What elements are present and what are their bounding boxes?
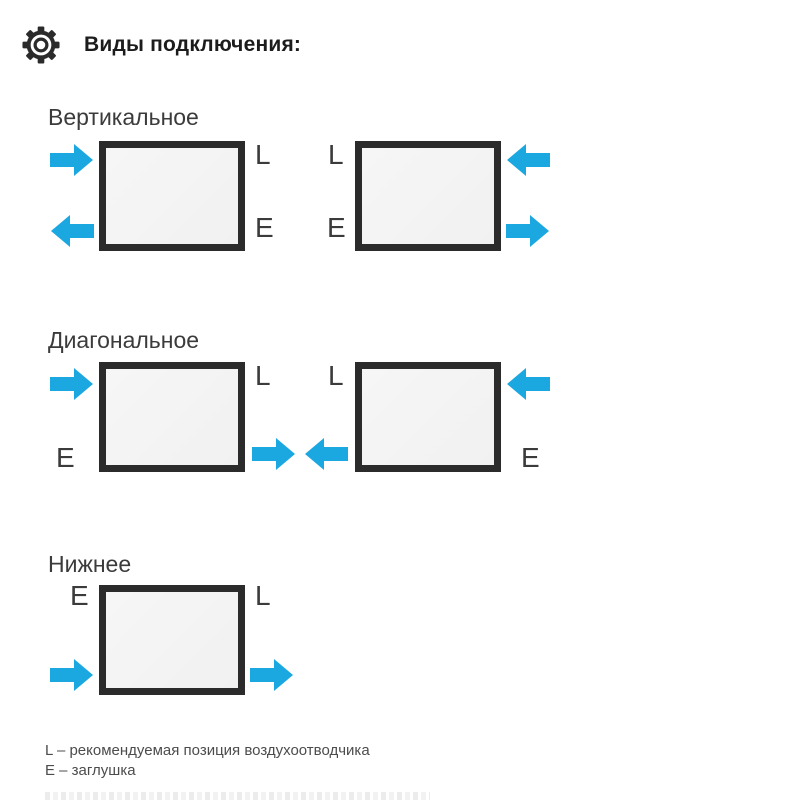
port-label-l: L xyxy=(328,360,344,391)
page-title: Виды подключения: xyxy=(84,33,302,56)
section-label-vertical: Вертикальное xyxy=(48,104,199,130)
port-label-l: L xyxy=(255,360,271,391)
arrow-left-icon xyxy=(506,143,550,177)
gear-icon xyxy=(22,26,60,64)
arrow-left-icon xyxy=(304,437,348,471)
radiator-diagonal-left xyxy=(99,362,245,472)
radiator-diagonal-right xyxy=(355,362,501,472)
radiator-vertical-right xyxy=(355,141,501,251)
port-label-l: L xyxy=(255,139,271,170)
arrow-right-icon xyxy=(250,658,294,692)
port-label-e: E xyxy=(70,580,89,611)
legend-line-e: E – заглушка xyxy=(45,762,136,779)
arrow-right-icon xyxy=(506,214,550,248)
arrow-left-icon xyxy=(50,214,94,248)
section-label-bottom: Нижнее xyxy=(48,551,132,577)
port-label-e: E xyxy=(255,212,274,243)
radiator-bottom xyxy=(99,585,245,695)
cutoff-text-remnant xyxy=(45,792,430,800)
port-label-e: E xyxy=(327,212,346,243)
arrow-right-icon xyxy=(50,658,94,692)
port-label-l: L xyxy=(255,580,271,611)
arrow-left-icon xyxy=(506,367,550,401)
arrow-right-icon xyxy=(252,437,296,471)
port-label-e: E xyxy=(521,442,540,473)
radiator-vertical-left xyxy=(99,141,245,251)
section-label-diagonal: Диагональное xyxy=(48,327,200,353)
port-label-e: E xyxy=(56,442,75,473)
port-label-l: L xyxy=(328,139,344,170)
legend-line-l: L – рекомендуемая позиция воздухоотводчика xyxy=(45,742,370,759)
arrow-right-icon xyxy=(50,143,94,177)
arrow-right-icon xyxy=(50,367,94,401)
